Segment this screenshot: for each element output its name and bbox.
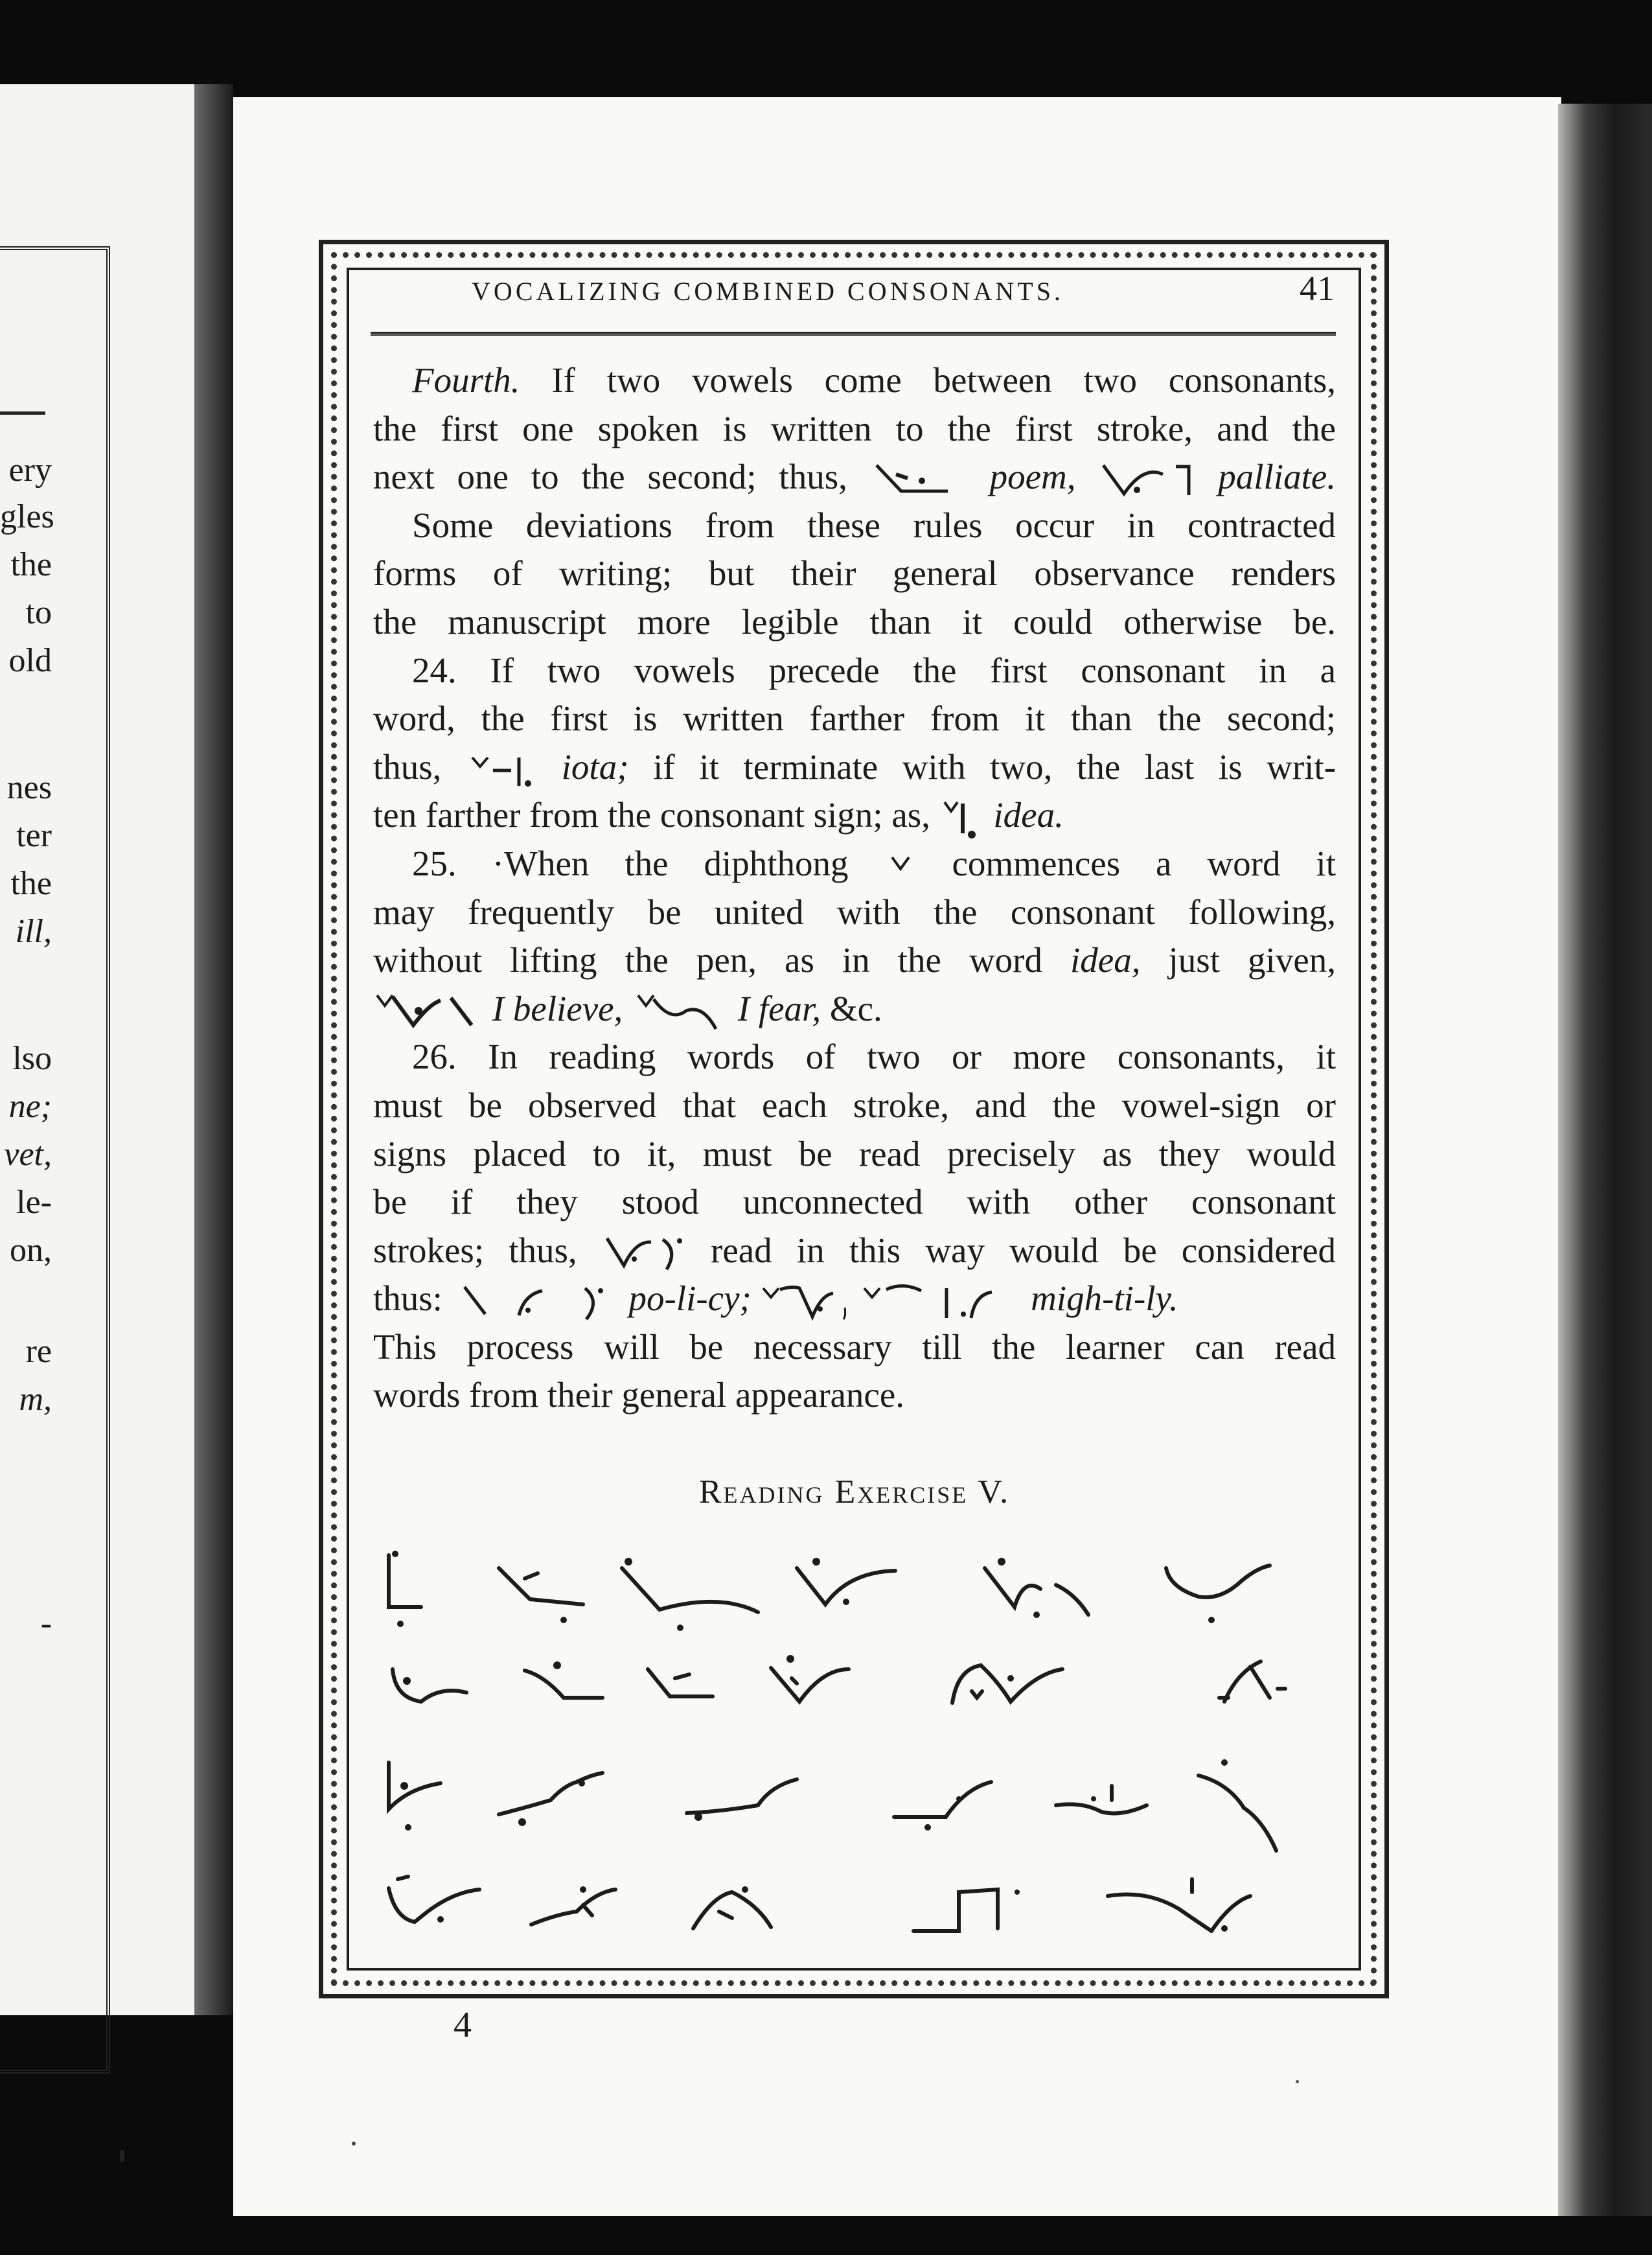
text-line: the first one spoken is written to the first stroke, and the (373, 408, 1336, 448)
text-line (373, 791, 1336, 840)
text-line: word, the first is written farther from it than the second; (373, 699, 1336, 739)
line-text: thus, (373, 746, 442, 787)
line-text: strokes; thus, (373, 1230, 577, 1270)
text-line: words from their general appearance. (373, 1375, 905, 1415)
line-text: without lifting the pen, as in the word (373, 940, 1042, 980)
line-text: next one to the second; thus, (373, 457, 847, 497)
paper-speck (120, 2150, 124, 2162)
shorthand-outline-policy (602, 1233, 686, 1275)
exercise-outline (952, 1665, 1062, 1703)
previous-page-fragment: on, (10, 1232, 52, 1269)
exercise-outline (525, 1661, 602, 1698)
text-line: signs placed to it, must be read precisely as they would (373, 1133, 1336, 1174)
running-head: VOCALIZING COMBINED CONSONANTS. (472, 277, 1064, 306)
shorthand-outline-palliate (1098, 461, 1195, 500)
exercise-outline (1056, 1786, 1147, 1813)
exercise-outline (693, 1886, 771, 1928)
example-word: poem, (989, 457, 1076, 497)
header-rule (371, 332, 1336, 336)
text-line: 24. If two vowels precede the first consonant in a (412, 650, 1336, 690)
text-line (373, 840, 1336, 888)
exercise-outline (771, 1655, 849, 1702)
exercise-outline (389, 1877, 479, 1923)
previous-page-fragment: the (10, 865, 52, 902)
text-line: must be observed that each stroke, and the vowel-sign or (373, 1085, 1336, 1125)
book-gutter (194, 84, 233, 2015)
text-line (373, 743, 1336, 792)
paper-speck (352, 2142, 356, 2145)
shorthand-outline-iota (466, 751, 537, 790)
body-text (373, 356, 1336, 1420)
text-line: be if they stood unconnected with other consonant (373, 1182, 1336, 1222)
page-edges (1558, 104, 1652, 2216)
exercise-outline (393, 1669, 466, 1702)
previous-page-rule (0, 411, 45, 415)
shorthand-outline-po-li-cy (452, 1282, 620, 1323)
exercise-outline (797, 1558, 895, 1605)
shorthand-outline-migh-ti-ly (937, 1282, 1022, 1323)
previous-page-fragment: le- (16, 1184, 52, 1221)
text-line (373, 453, 1336, 502)
line-text: commences a word it (952, 843, 1336, 883)
text-line: may frequently be united with the consonant following, (373, 892, 1336, 932)
exercise-outline (531, 1886, 615, 1925)
text-line (373, 936, 1336, 985)
shorthand-outline-mighti-ly-connected (761, 1282, 929, 1323)
text-line (373, 356, 1336, 405)
line-text: ten farther from the consonant sign; as, (373, 795, 930, 835)
line-text: just given, (1168, 940, 1336, 980)
shorthand-outline-i-fear (632, 991, 729, 1033)
text-line: 26. In reading words of two or more consonants, it (412, 1037, 1336, 1077)
previous-page-fragment: lso (12, 1040, 52, 1077)
exercise-outline (687, 1779, 797, 1821)
previous-page-fragment: ne; (8, 1088, 52, 1125)
previous-page-fragment: ter (16, 817, 52, 854)
exercise-outline (622, 1558, 758, 1631)
example-word: idea. (993, 795, 1064, 835)
exercise-outline (389, 1763, 441, 1831)
exercise-outline (1199, 1759, 1276, 1851)
shorthand-outline-i-believe (373, 991, 483, 1033)
previous-page-fragment: old (8, 642, 52, 679)
exercise-outline (648, 1669, 713, 1696)
example-word: migh-ti-ly. (1031, 1278, 1178, 1319)
previous-page-fragment: vet, (4, 1136, 52, 1173)
line-text: If two vowels come between two consonants, (551, 360, 1337, 400)
example-word: iota; (561, 746, 629, 787)
previous-page-fragment: the (10, 546, 52, 583)
text-line (373, 1275, 1336, 1323)
exercise-outline (389, 1551, 421, 1627)
text-line (373, 985, 1336, 1034)
previous-page-fragment: m, (19, 1381, 52, 1418)
previous-page-fragment: gles (0, 498, 54, 535)
italic-lead: Fourth. (412, 360, 520, 400)
exercise-outline (985, 1558, 1088, 1618)
text-line: This process will be necessary till the learner can read (373, 1326, 1336, 1367)
exercise-outline (1166, 1566, 1270, 1623)
example-word: I believe, (492, 988, 623, 1028)
paper-speck (1296, 2080, 1299, 2083)
example-word: palliate. (1218, 457, 1337, 497)
signature-mark: 4 (453, 2005, 472, 2045)
text-line (373, 1227, 1336, 1275)
previous-page-fragment: ery (8, 452, 52, 489)
line-text: thus: (373, 1278, 442, 1319)
exercise-heading: Reading Exercise V. (698, 1474, 1011, 1510)
example-word: po-li-cy; (628, 1278, 751, 1319)
text-line: Some deviations from these rules occur in contracted (412, 505, 1336, 545)
previous-page-fragment: - (40, 1605, 52, 1642)
shorthand-outline-poem (870, 461, 967, 500)
previous-page-fragment: ill, (15, 913, 52, 950)
previous-page-fragment: to (25, 594, 52, 631)
line-text: read in this way would be considered (711, 1230, 1337, 1270)
line-text: &c. (829, 988, 882, 1028)
shorthand-exercise-grid (369, 1542, 1341, 1957)
line-text: 25. ·When the diphthong (412, 843, 849, 883)
exercise-outline (1108, 1879, 1250, 1932)
exercise-outline (913, 1890, 1020, 1931)
previous-page-fragment: nes (6, 769, 52, 806)
text-line: the manuscript more legible than it could otherwise be. (373, 601, 1336, 642)
shorthand-outline-idea (939, 798, 985, 840)
shorthand-diphthong-sign (884, 851, 917, 883)
page-number: 41 (1300, 269, 1335, 308)
example-word: I fear, (737, 988, 821, 1028)
exercise-outline (1219, 1661, 1285, 1702)
exercise-outline (499, 1773, 602, 1826)
line-text: if it terminate with two, the last is writ- (653, 746, 1337, 787)
exercise-outline (499, 1568, 583, 1623)
previous-page-fragment: re (25, 1333, 52, 1370)
exercise-outline (894, 1782, 991, 1831)
text-line: forms of writing; but their general observance renders (373, 553, 1336, 594)
example-word: idea, (1070, 940, 1141, 980)
